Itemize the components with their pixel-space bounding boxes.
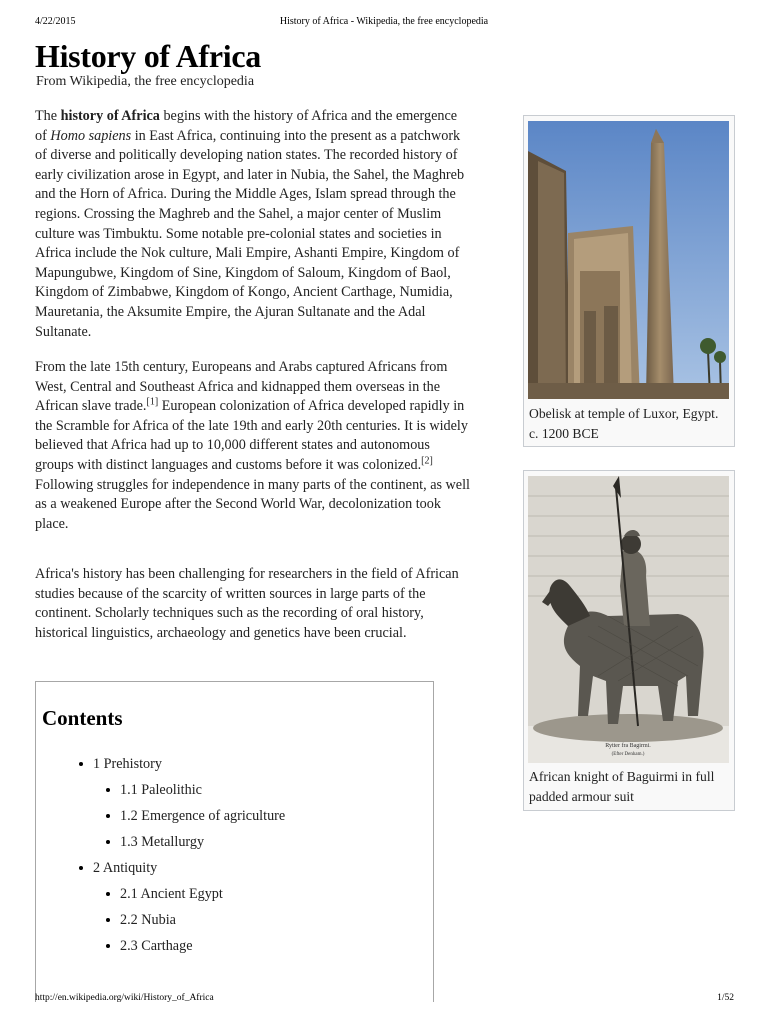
print-date: 4/22/2015 — [35, 16, 76, 27]
bold-term: history of Africa — [60, 108, 160, 124]
toc-item-antiquity[interactable] — [79, 860, 157, 877]
bullet-icon — [79, 866, 83, 870]
baguirmi-knight-image[interactable] — [528, 476, 729, 763]
reference-2-link[interactable]: [2] — [421, 455, 433, 467]
toc-label: 1.3 Metallurgy — [120, 834, 205, 850]
figure-baguirmi — [523, 470, 735, 811]
toc-item-ancient-egypt[interactable] — [106, 886, 223, 903]
bullet-icon — [106, 944, 110, 948]
luxor-caption: Obelisk at temple of Luxor, Egypt. c. 1200 BCE — [529, 406, 719, 441]
page-title: History of Africa — [35, 38, 261, 74]
bullet-icon — [79, 762, 83, 766]
toc-item-nubia[interactable] — [106, 912, 176, 929]
knight-engraving-icon — [528, 476, 729, 763]
toc-label: 2.1 Ancient Egypt — [120, 886, 223, 902]
print-title: History of Africa - Wikipedia, the free encyclopedia — [279, 16, 489, 27]
toc-label: 2.3 Carthage — [120, 938, 193, 954]
engraving-caption-1: Rytter fra Bagirmi. — [605, 743, 651, 749]
toc-label: 2 Antiquity — [93, 860, 158, 876]
p3-text: Africa's history has been challenging for researchers in the field of African studies because of the scarcity of written sources in large parts of the continent. Scholarly techniques such as the recording of oral history, historical linguistics, archaeology and genetics have been crucial. — [35, 566, 459, 641]
toc-item-carthage[interactable] — [106, 938, 193, 955]
toc-item-metallurgy[interactable] — [106, 834, 204, 851]
bullet-icon — [106, 918, 110, 922]
bullet-icon — [106, 892, 110, 896]
obelisk-photo-icon — [528, 121, 729, 399]
toc-item-agriculture[interactable] — [106, 808, 285, 825]
p1-mid: begins with the history of Africa and the emergence of — [35, 108, 458, 144]
reference-1-link[interactable]: [1] — [146, 396, 159, 408]
bullet-icon — [106, 840, 110, 844]
bullet-icon — [106, 788, 110, 792]
slave-trade-paragraph — [35, 358, 470, 534]
toc-label: 1 Prehistory — [93, 756, 162, 772]
site-subtitle: From Wikipedia, the free encyclopedia — [36, 74, 255, 89]
print-header — [0, 16, 768, 30]
research-paragraph — [35, 565, 470, 643]
toc-label: 2.2 Nubia — [120, 912, 176, 928]
toc-label: 1.1 Paleolithic — [120, 782, 202, 798]
p2-part1: From the late 15th century, Europeans and Arabs captured Africans from West, Central and Southeast Africa and kidnapped them overseas in the African slave trade. — [35, 359, 448, 415]
engraving-caption-2: (Efter Denham.) — [611, 752, 645, 757]
page-url: http://en.wikipedia.org/wiki/History_of_Africa — [35, 993, 214, 1003]
luxor-obelisk-image[interactable] — [528, 121, 729, 399]
p1-intro: The — [35, 108, 61, 124]
toc-item-paleolithic[interactable] — [106, 782, 202, 799]
table-of-contents — [35, 681, 434, 1002]
toc-item-prehistory[interactable] — [79, 756, 162, 773]
toc-label: 1.2 Emergence of agriculture — [120, 808, 286, 824]
figure-luxor — [523, 115, 735, 447]
bullet-icon — [106, 814, 110, 818]
print-footer — [0, 993, 768, 1007]
p2-part2: European colonization of Africa developed rapidly in the Scramble for Africa of the late 19th and early 20th centuries. It is widely believed that Africa had up to 10,000 different states and autonomous groups with distinct languages and customs before it was colonized. — [35, 398, 468, 473]
baguirmi-caption: African knight of Baguirmi in full padded armour suit — [529, 769, 715, 804]
intro-paragraph — [35, 107, 470, 342]
p2-part3: Following struggles for independence in many parts of the continent, as well as a weakened Europe after the Second World War, decolonization took place. — [35, 476, 470, 532]
homo-sapiens-link[interactable]: Homo sapiens — [50, 127, 132, 144]
toc-title: Contents — [42, 706, 123, 730]
p1-rest: in East Africa, continuing into the present as a patchwork of diverse and politically developing nation states. The recorded history of early civilization arose in Egypt, and later in Nubia, the Sahel, the Maghreb and the Horn of Africa. During the Middle Ages, Islam spread through the regions. Crossing the Maghreb and the Sahel, a major center of Muslim culture was Timbuktu. Some notable pre-colonial states and societies in Africa include the Nok culture, Mali Empire, Ashanti Empire, Kingdom of Mapungubwe, Kingdom of Sine, Kingdom of Saloum, Kingdom of Baol, Kingdom of Zimbabwe, Kingdom of Kongo, Ancient Carthage, Numidia, Mauretania, the Aksumite Empire, the Ajuran Sultanate and the Adal Sultanate. — [35, 127, 465, 340]
page-number: 1/52 — [717, 993, 734, 1003]
